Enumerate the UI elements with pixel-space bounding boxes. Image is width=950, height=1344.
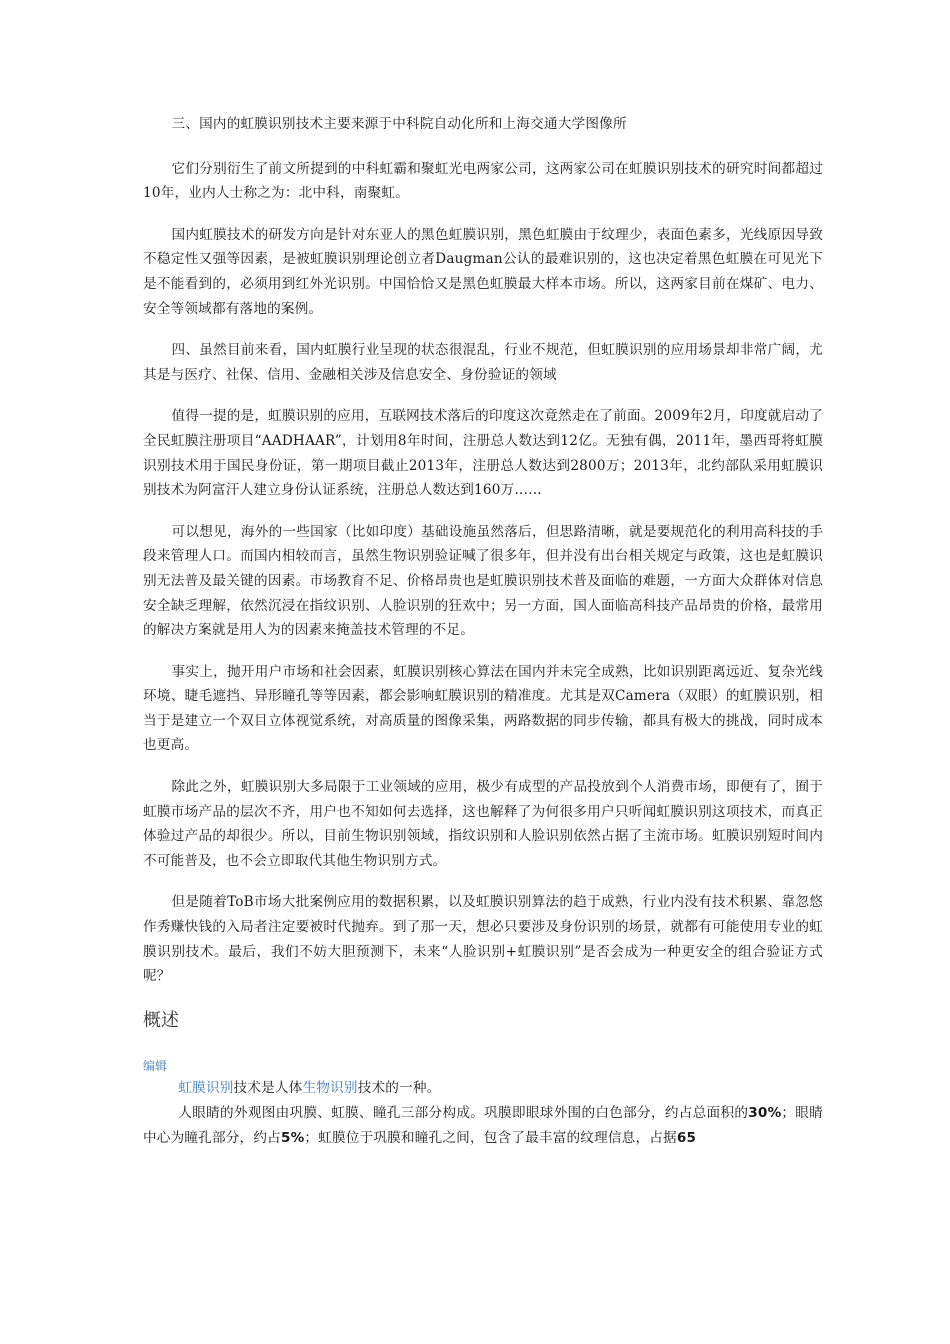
paragraph-overseas: 可以想见，海外的一些国家（比如印度）基础设施虽然落后，但思路清晰，就是要规范化的利用高科技的手段来管理人口。而国内相较而言，虽然生物识别验证喊了很多年，但并没有出台相关规定与政策，这也是虹膜识别无法普及最关键的因素。市场教育不足、价格昂贵也是虹膜识别技术普及面临的难题，一方面大众群体对信息安全缺乏理解，依然沉浸在指纹识别、人脸识别的狂欢中；另一方面，国人面临高科技产品昂贵的价格，最常用的解决方案就是用人为的因素来掩盖技术管理的不足。	[143, 523, 823, 639]
eye-structure-text: ；虹膜位于巩膜和瞳孔之间，包含了最丰富的纹理信息，占据	[304, 1129, 677, 1146]
document-body	[143, 112, 823, 1151]
overview-line-2	[143, 1101, 823, 1151]
paragraph-algorithm: 事实上，抛开用户市场和社会因素，虹膜识别核心算法在国内并未完全成熟，比如识别距离远近、复杂光线环境、睫毛遮挡、异形瞳孔等等因素，都会影响虹膜识别的精准度。尤其是双Camera（双眼）的虹膜识别，相当于是建立一个双目立体视觉系统，对高质量的图像采集，两路数据的同步传输，都具有极大的挑战，同时成本也更高。	[143, 663, 823, 754]
eye-structure-text: 人眼睛的外观图由巩膜、虹膜、瞳孔三部分构成。巩膜即眼球外围的白色部分，约占总面积的	[178, 1104, 749, 1121]
overview-heading: 概述	[143, 1009, 179, 1031]
biometrics-link[interactable]: 生物识别	[302, 1079, 358, 1096]
overview-text: 技术的一种。	[357, 1079, 441, 1096]
eye-structure-text: ；眼睛中心为瞳孔部分，约占	[143, 1104, 823, 1146]
overview-text: 技术是人体	[233, 1079, 303, 1096]
paragraph-future: 但是随着ToB市场大批案例应用的数据积累，以及虹膜识别算法的趋于成熟，行业内没有技术积累、靠忽悠作秀赚快钱的入局者注定要被时代抛弃。到了那一天，想必只要涉及身份识别的场景，就都有可能使用专业的虹膜识别技术。最后，我们不妨大胆预测下，未来“人脸识别+虹膜识别”是否会成为一种更安全的组合验证方式呢？	[143, 894, 823, 985]
paragraph-section-four: 四、虽然目前来看，国内虹膜行业呈现的状态很混乱，行业不规范，但虹膜识别的应用场景却非常广阔，尤其是与医疗、社保、信用、金融相关涉及信息安全、身份验证的领域	[143, 342, 823, 383]
paragraph-india: 值得一提的是，虹膜识别的应用，互联网技术落后的印度这次竟然走在了前面。2009年2月，印度就启动了全民虹膜注册项目“AADHAAR”，计划用8年时间，注册总人数达到12亿。无独有偶，2011年，墨西哥将虹膜识别技术用于国民身份证，第一期项目截止2013年，注册总人数达到2800万；2013年，北约部队采用虹膜识别技术为阿富汗人建立身份认证系统，注册总人数达到160万……	[143, 408, 823, 499]
paragraph-companies: 它们分别衍生了前文所提到的中科虹霸和聚虹光电两家公司，这两家公司在虹膜识别技术的研究时间都超过10年，业内人士称之为：北中科，南聚虹。	[143, 160, 823, 202]
sclera-percent: 30%	[748, 1104, 782, 1121]
iris-recognition-link[interactable]: 虹膜识别	[178, 1079, 234, 1096]
edit-link[interactable]: 编辑	[143, 1058, 168, 1073]
pupil-percent: 5%	[280, 1129, 305, 1146]
overview-line-1	[143, 1076, 823, 1101]
paragraph-section-three: 三、国内的虹膜识别技术主要来源于中科院自动化所和上海交通大学图像所	[171, 116, 627, 132]
paragraph-industry: 除此之外，虹膜识别大多局限于工业领域的应用，极少有成型的产品投放到个人消费市场，即便有了，囿于虹膜市场产品的层次不齐，用户也不知如何去选择，这也解释了为何很多用户只听闻虹膜识别这项技术，而真正体验过产品的却很少。所以，目前生物识别领域，指纹识别和人脸识别依然占据了主流市场。虹膜识别短时间内不可能普及，也不会立即取代其他生物识别方式。	[143, 779, 823, 869]
paragraph-black-iris: 国内虹膜技术的研发方向是针对东亚人的黑色虹膜识别，黑色虹膜由于纹理少，表面色素多，光线原因导致不稳定性又强等因素，是被虹膜识别理论创立者Daugman公认的最难识别的，这也决定着黑色虹膜在可见光下是不能看到的，必须用到红外光识别。中国恰恰又是黑色虹膜最大样本市场。所以，这两家目前在煤矿、电力、安全等领域都有落地的案例。	[143, 226, 823, 317]
iris-percent: 65	[676, 1129, 697, 1146]
